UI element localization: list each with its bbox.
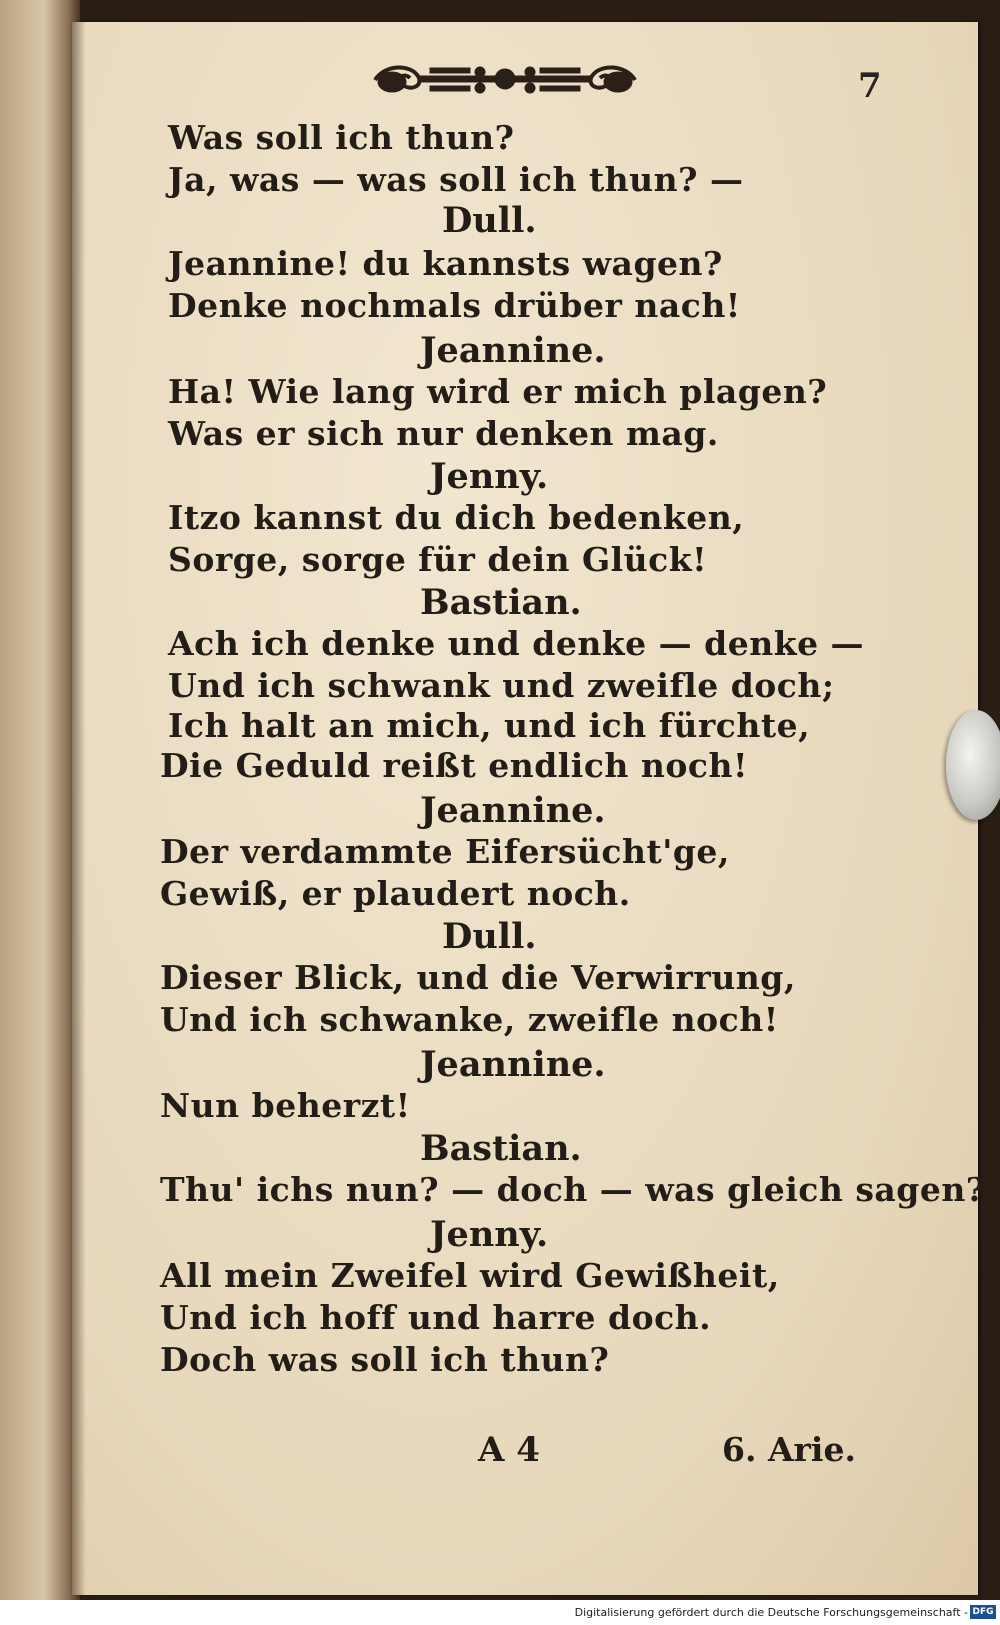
verse-line: Und ich hoff und harre doch. xyxy=(160,1298,712,1337)
binding-edge xyxy=(0,0,80,1600)
verse-line: Sorge, sorge für dein Glück! xyxy=(168,540,708,579)
verse-line: Ich halt an mich, und ich fürchte, xyxy=(168,706,811,745)
verse-line: Die Geduld reißt endlich noch! xyxy=(160,746,748,785)
catchword: 6. Arie. xyxy=(722,1430,856,1469)
verse-line: Gewiß, er plaudert noch. xyxy=(160,874,631,913)
verse-line: Nun beherzt! xyxy=(160,1086,411,1125)
speaker-name: Dull. xyxy=(442,200,537,241)
signature-mark: A 4 xyxy=(478,1430,540,1470)
speaker-name: Bastian. xyxy=(420,1128,582,1169)
verse-line: Was soll ich thun? xyxy=(168,118,515,157)
verse-line: All mein Zweifel wird Gewißheit, xyxy=(160,1256,780,1295)
verse-line: Doch was soll ich thun? xyxy=(160,1340,610,1379)
verse-line: Itzo kannst du dich bedenken, xyxy=(168,498,745,537)
ornament-headpiece-icon xyxy=(370,58,640,102)
verse-line: Dieser Blick, und die Verwirrung, xyxy=(160,958,796,997)
verse-line: Ha! Wie lang wird er mich plagen? xyxy=(168,372,828,411)
footer-credit: Digitalisierung gefördert durch die Deutsche Forschungsgemeinschaft - xyxy=(574,1606,968,1619)
speaker-name: Jeannine. xyxy=(420,790,606,831)
speaker-name: Jenny. xyxy=(430,1214,549,1255)
page-clip xyxy=(946,710,1000,820)
verse-line: Ach ich denke und denke — denke — xyxy=(168,624,865,663)
verse-line: Ja, was — was soll ich thun? — xyxy=(168,160,744,199)
dfg-logo: DFG xyxy=(970,1605,996,1619)
speaker-name: Jenny. xyxy=(430,456,549,497)
verse-line: Jeannine! du kannsts wagen? xyxy=(168,244,723,283)
speaker-name: Jeannine. xyxy=(420,1044,606,1085)
verse-line: Und ich schwanke, zweifle noch! xyxy=(160,1000,779,1039)
verse-line: Der verdammte Eifersücht'ge, xyxy=(160,832,730,871)
gutter-shadow xyxy=(72,22,86,1595)
verse-line: Was er sich nur denken mag. xyxy=(168,414,719,453)
page-number: 7 xyxy=(858,66,882,106)
verse-line: Und ich schwank und zweifle doch; xyxy=(168,666,835,705)
speaker-name: Bastian. xyxy=(420,582,582,623)
verse-line: Thu' ichs nun? — doch — was gleich sagen? xyxy=(160,1170,986,1209)
verse-line: Denke nochmals drüber nach! xyxy=(168,286,741,325)
speaker-name: Dull. xyxy=(442,916,537,957)
speaker-name: Jeannine. xyxy=(420,330,606,371)
